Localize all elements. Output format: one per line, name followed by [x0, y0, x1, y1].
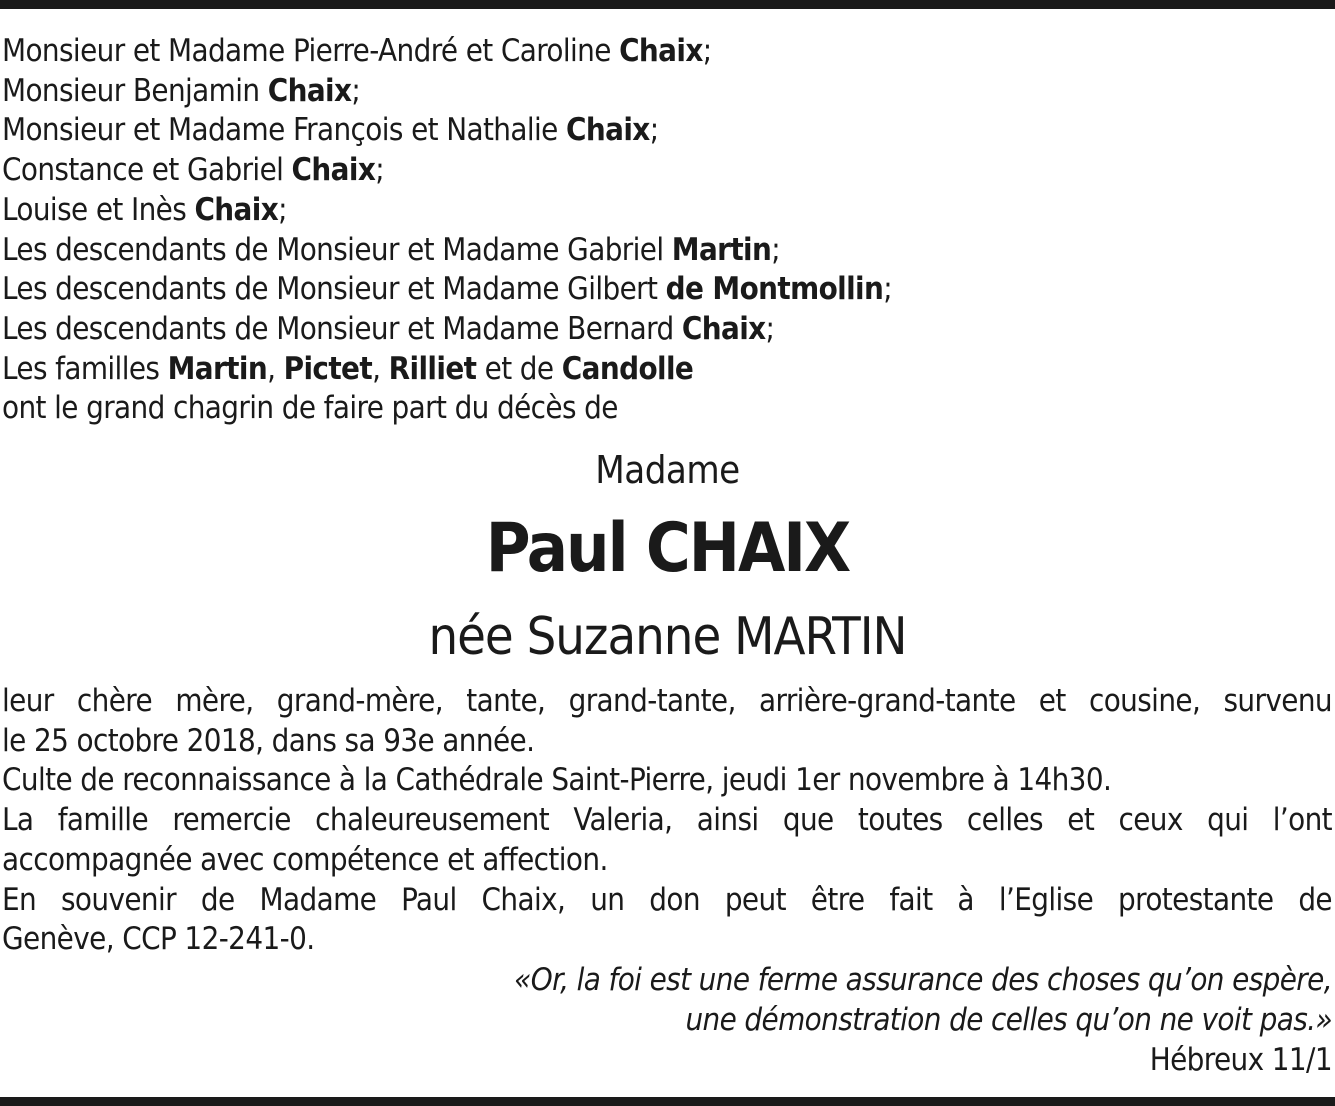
family-line: [2, 111, 1332, 151]
family-line-text: Monsieur Benjamin: [2, 72, 268, 109]
thanks-line: La famille remercie chaleureusement Valeria, ainsi que toutes celles et ceux qui l’ont: [2, 802, 1332, 839]
family-line-punct: ;: [702, 33, 712, 69]
family-line-punct: ;: [771, 231, 781, 268]
family-line: [2, 72, 1332, 112]
family-line-text: Monsieur et Madame Pierre-André et Caroline: [2, 33, 620, 69]
family-line-punct: ;: [765, 310, 775, 347]
family-line-punct: ;: [278, 191, 287, 228]
family-surname: Chaix: [566, 112, 650, 149]
families-separator: et de: [476, 350, 562, 387]
family-line: [2, 231, 1332, 271]
family-line-text: Louise et Inès: [2, 191, 195, 228]
service-line: Culte de reconnaissance à la Cathédrale Saint-Pierre, jeudi 1er novembre à 14h30.: [2, 762, 1112, 799]
quote-line: une démonstration de celles qu’on ne voit pas.»: [685, 1002, 1332, 1038]
announce-line: ont le grand chagrin de faire part du décès de: [2, 390, 618, 427]
families-prefix: Les familles: [2, 350, 168, 387]
family-line-punct: ;: [351, 72, 361, 109]
family-line-text: Constance et Gabriel: [2, 152, 292, 189]
family-surname: Chaix: [194, 191, 279, 228]
families-separator: ,: [267, 350, 284, 387]
scripture-quote: [514, 960, 1332, 1080]
family-line-punct: ;: [375, 152, 385, 189]
family-surname: Chaix: [681, 310, 766, 347]
deceased-birth-name: née Suzanne MARTIN: [428, 607, 907, 667]
family-surname: Chaix: [291, 152, 376, 189]
quote-reference: Hébreux 11/1: [1149, 1042, 1332, 1078]
family-surname: Pictet: [283, 350, 373, 387]
family-surname: Martin: [671, 231, 772, 268]
family-surname: Martin: [167, 350, 268, 387]
family-line: [2, 191, 1332, 231]
quote-line: «Or, la foi est une ferme assurance des choses qu’on espère,: [514, 962, 1332, 998]
family-line: [2, 310, 1332, 350]
family-surname: Candolle: [561, 350, 694, 387]
family-line-text: Les descendants de Monsieur et Madame Gilbert: [2, 271, 666, 308]
bottom-border-rule: [0, 1097, 1335, 1106]
family-line-text: Les descendants de Monsieur et Madame Gabriel: [2, 231, 672, 268]
family-line: [2, 32, 1332, 72]
relation-line: leur chère mère, grand-mère, tante, grand-tante, arrière-grand-tante et cousine, survenu: [2, 683, 1332, 719]
deceased-title: Madame: [595, 448, 740, 492]
family-line-punct: ;: [883, 271, 893, 308]
family-line-text: Monsieur et Madame François et Nathalie: [2, 112, 567, 149]
notice-body: [2, 682, 1332, 960]
family-line: [2, 151, 1332, 191]
family-surname: Rilliet: [388, 350, 477, 387]
deceased-name: Paul CHAIX: [485, 509, 850, 588]
family-line: [2, 270, 1332, 310]
families-line: [2, 350, 1332, 390]
donation-line: Genève, CCP 12-241-0.: [2, 921, 315, 958]
top-border-rule: [0, 0, 1335, 9]
family-line-punct: ;: [649, 112, 659, 149]
date-line: le 25 octobre 2018, dans sa 93e année.: [2, 722, 535, 759]
family-surname: Chaix: [619, 33, 703, 69]
donation-line: En souvenir de Madame Paul Chaix, un don peut être fait à l’Eglise protestante de: [2, 881, 1332, 918]
families-separator: ,: [372, 350, 389, 387]
family-surname: Chaix: [267, 72, 352, 109]
thanks-line: accompagnée avec compétence et affection.: [2, 841, 608, 878]
family-list: [2, 32, 1332, 429]
family-surname: de Montmollin: [665, 271, 884, 308]
family-line-text: Les descendants de Monsieur et Madame Bernard: [2, 310, 682, 347]
